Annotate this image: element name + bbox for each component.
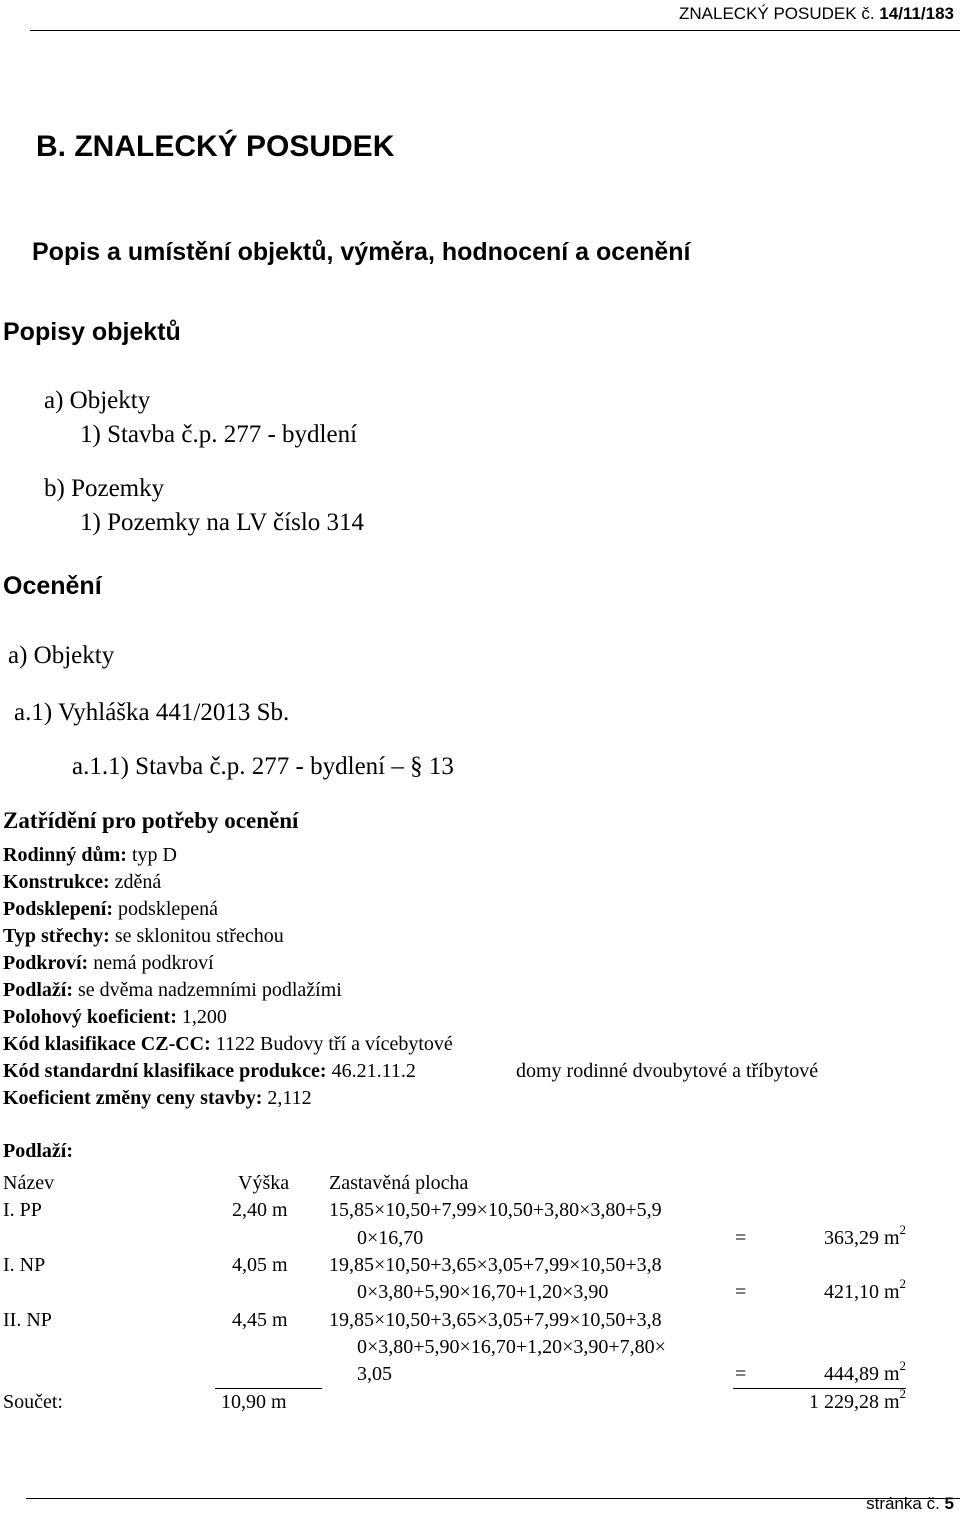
zatrideni-heading: Zatřídění pro potřeby ocenění — [3, 808, 299, 833]
attr-label: Typ střechy: — [3, 925, 110, 947]
oceneni-vyhlaska: a.1) Vyhláška 441/2013 Sb. — [14, 699, 290, 726]
row-nazev: II. NP — [3, 1309, 52, 1331]
oceneni-objekty-label: a) Objekty — [8, 642, 115, 669]
attr-value: typ D — [126, 844, 177, 866]
attr-value: se dvěma nadzemními podlažími — [73, 979, 342, 1001]
header-label: ZNALECKÝ POSUDEK č. — [679, 4, 875, 23]
footer-label: stránka č. — [866, 1494, 940, 1513]
attr-label: Rodinný dům: — [3, 844, 127, 866]
row-formula: 15,85×10,50+7,99×10,50+3,80×3,80+5,9 — [329, 1199, 662, 1221]
row-formula: 19,85×10,50+3,65×3,05+7,99×10,50+3,8 — [329, 1254, 662, 1276]
attr-row — [3, 1006, 227, 1029]
col-header-plocha: Zastavěná plocha — [329, 1172, 469, 1194]
attr-label: Kód standardní klasifikace produkce: — [3, 1060, 327, 1082]
row-formula: 0×16,70 — [357, 1227, 424, 1249]
page-number: 5 — [944, 1494, 954, 1513]
attr-row — [3, 925, 284, 948]
attr-value: se sklonitou střechou — [109, 925, 284, 947]
attr-value: nemá podkroví — [88, 952, 214, 974]
attr-row — [3, 952, 214, 975]
attr-value: 2,112 — [262, 1087, 312, 1109]
popisy-objekty-item: 1) Stavba č.p. 277 - bydlení — [80, 421, 358, 448]
attr-label: Podkroví: — [3, 952, 89, 974]
attr-extra: domy rodinné dvoubytové a tříbytové — [516, 1060, 819, 1082]
attr-row — [3, 979, 342, 1002]
popisy-heading: Popisy objektů — [3, 318, 181, 346]
row-vyska: 4,05 m — [232, 1254, 288, 1276]
header-number: 14/11/183 — [879, 4, 954, 23]
col-header-nazev: Název — [3, 1172, 55, 1194]
attr-label: Koeficient změny ceny stavby: — [3, 1087, 263, 1109]
oceneni-stavba: a.1.1) Stavba č.p. 277 - bydlení – § 13 — [72, 753, 454, 780]
attr-row — [3, 1087, 312, 1110]
document-title: B. ZNALECKÝ POSUDEK — [36, 130, 395, 163]
row-value: 363,29 $m^2$ — [823, 1222, 906, 1249]
row-formula: 0×3,80+5,90×16,70+1,20×3,90 — [357, 1281, 609, 1303]
page-header — [679, 4, 954, 24]
podlazi-heading: Podlaží: — [3, 1140, 73, 1162]
sum-label: Součet: — [3, 1391, 63, 1413]
row-value: 421,10 $m^2$ — [823, 1276, 906, 1303]
attr-value: zděná — [109, 871, 162, 893]
header-rule — [30, 30, 960, 31]
row-formula: 0×3,80+5,90×16,70+1,20×3,90+7,80× — [357, 1336, 666, 1358]
row-equals: = — [735, 1281, 747, 1303]
sum-rule-plocha — [733, 1388, 906, 1389]
row-vyska: 4,45 m — [232, 1309, 288, 1331]
sum-value: 1 229,28 $m^2$ — [808, 1386, 906, 1413]
oceneni-heading: Ocenění — [3, 572, 102, 600]
row-formula: 19,85×10,50+3,65×3,05+7,99×10,50+3,8 — [329, 1309, 662, 1331]
attr-value: 1,200 — [176, 1006, 227, 1028]
popisy-pozemky-item: 1) Pozemky na LV číslo 314 — [80, 509, 365, 536]
footer-rule — [26, 1498, 960, 1499]
row-vyska: 2,40 m — [232, 1199, 288, 1221]
popisy-pozemky-label: b) Pozemky — [44, 475, 165, 502]
attr-row — [3, 1060, 416, 1083]
attr-row — [3, 1033, 453, 1056]
attr-row — [3, 844, 177, 867]
popisy-objekty-label: a) Objekty — [44, 387, 151, 414]
attr-value: podsklepená — [113, 898, 219, 920]
attr-label: Konstrukce: — [3, 871, 110, 893]
row-formula: 3,05 — [357, 1363, 392, 1385]
sum-rule-vyska — [215, 1388, 322, 1389]
attr-label: Kód klasifikace CZ-CC: — [3, 1033, 211, 1055]
row-nazev: I. NP — [3, 1254, 46, 1276]
attr-label: Podlaží: — [3, 979, 73, 1001]
row-nazev: I. PP — [3, 1199, 42, 1221]
row-equals: = — [735, 1363, 747, 1385]
page-footer — [866, 1494, 954, 1514]
attr-row — [3, 871, 161, 894]
row-value: 444,89 $m^2$ — [823, 1358, 906, 1385]
sum-vyska: 10,90 m — [221, 1391, 287, 1413]
section-subtitle: Popis a umístění objektů, výměra, hodnocení a ocenění — [32, 238, 691, 266]
attr-value: 1122 Budovy tří a vícebytové — [210, 1033, 453, 1055]
attr-row — [3, 898, 218, 921]
col-header-vyska: Výška — [238, 1172, 290, 1194]
attr-value: 46.21.11.2 — [326, 1060, 416, 1082]
attr-label: Polohový koeficient: — [3, 1006, 177, 1028]
attr-label: Podsklepení: — [3, 898, 114, 920]
row-equals: = — [735, 1227, 747, 1249]
